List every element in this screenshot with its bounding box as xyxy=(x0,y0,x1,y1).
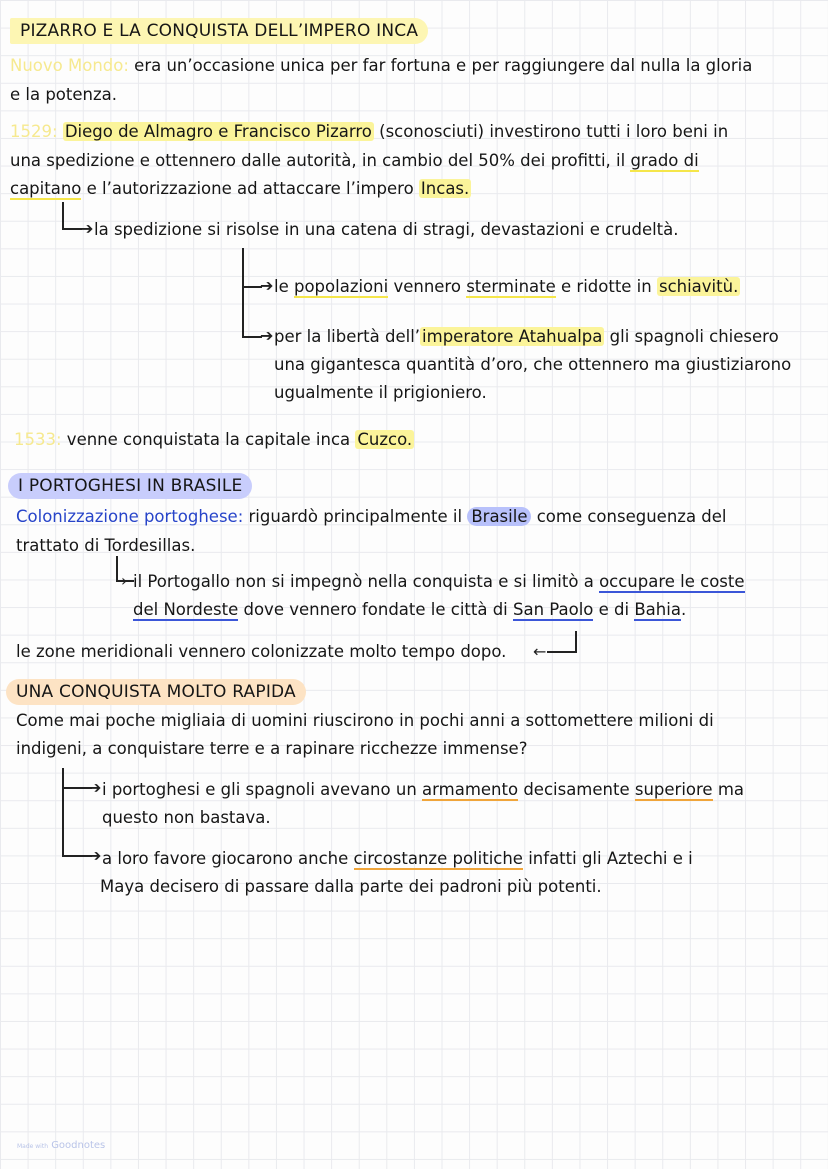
arrow-text-atahualpa-line3: ugualmente il prigioniero. xyxy=(274,383,487,402)
ul-superiore: superiore xyxy=(634,780,713,799)
hl-imperatore: imperatore Atahualpa xyxy=(422,327,603,346)
ul-circostanze: circostanze politiche xyxy=(353,849,523,868)
arrow-head-icon: ➔ xyxy=(88,846,102,865)
arrow-head-icon: ➔ xyxy=(88,778,102,797)
ul-nordeste: del Nordeste xyxy=(133,600,239,619)
label-colonizzazione: Colonizzazione portoghese: xyxy=(16,507,244,526)
arrow-connector-1 xyxy=(62,202,82,230)
ul-armamento: armamento xyxy=(422,780,519,799)
section-title-pizarro: PIZARRO E LA CONQUISTA DELL’IMPERO INCA xyxy=(10,18,428,44)
arrow-head-icon: ➔ xyxy=(260,326,274,345)
arrow-head-icon: › xyxy=(121,571,128,590)
hl-cuzco: Cuzco. xyxy=(357,430,413,449)
arrow-text-popolazioni: le popolazioni vennero sterminate e ridotte in schiavitù. xyxy=(274,277,739,296)
arrow-text-atahualpa: per la libertà dell’ imperatore Atahualpa gli spagnoli chiesero xyxy=(274,327,779,346)
hl-brasile: Brasile xyxy=(467,507,531,526)
ul-popolazioni: popolazioni xyxy=(293,277,389,296)
paragraph-question-line2: indigeni, a conquistare terre e a rapinare ricchezze immense? xyxy=(16,739,528,758)
arrow-head-left-icon: ← xyxy=(533,642,547,661)
paragraph-1529-line3: capitano e l’autorizzazione ad attaccare l’impero Incas. xyxy=(10,179,470,198)
ul-occupare: occupare le coste xyxy=(599,572,745,591)
arrow-text-spedizione: la spedizione si risolse in una catena di stragi, devastazioni e crudeltà. xyxy=(94,220,679,239)
arrow-text-portogallo: il Portogallo non si impegnò nella conquista e si limitò a occupare le coste xyxy=(133,572,745,591)
arrow-connector-3 xyxy=(242,286,262,338)
paragraph-1533: 1533: venne conquistata la capitale inca Cuzco. xyxy=(14,430,413,449)
paragraph-colonizzazione-line2: trattato di Tordesillas. xyxy=(16,536,196,555)
year-1533: 1533: xyxy=(14,430,62,449)
ul-grado: grado di xyxy=(630,151,699,170)
ul-san-paolo: San Paolo xyxy=(513,600,594,619)
paragraph-1529: 1529: Diego de Almagro e Francisco Pizarro (sconosciuti) investirono tutti i loro beni in xyxy=(10,122,729,141)
arrow-text-portogallo-line2: del Nordeste dove vennero fondate le città di San Paolo e di Bahia. xyxy=(133,600,687,619)
hl-schiavitu: schiavitù. xyxy=(658,277,739,296)
paragraph-nuovo-mondo: Nuovo Mondo: era un’occasione unica per far fortuna e per raggiungere dal nulla la gloria xyxy=(10,56,753,75)
arrow-head-icon: ➔ xyxy=(260,276,274,295)
paragraph-question: Come mai poche migliaia di uomini riuscirono in pochi anni a sottomettere milioni di xyxy=(16,711,714,730)
arrow-connector-5 xyxy=(547,631,577,653)
goodnotes-watermark: Made with Goodnotes xyxy=(17,1140,106,1151)
arrow-text-armamento-line2: questo non bastava. xyxy=(102,808,271,827)
arrow-connector-2 xyxy=(242,248,262,288)
year-1529: 1529: xyxy=(10,122,58,141)
paragraph-1529-line2: una spedizione e ottennero dalle autorità, in cambio del 50% dei profitti, il grado di xyxy=(10,151,699,170)
ul-capitano: capitano xyxy=(10,179,82,198)
label-nuovo-mondo: Nuovo Mondo: xyxy=(10,56,129,75)
ul-bahia: Bahia xyxy=(634,600,681,619)
arrow-head-icon: ➔ xyxy=(80,219,94,238)
section-title-portoghesi: I PORTOGHESI IN BRASILE xyxy=(8,473,252,499)
paragraph-colonizzazione: Colonizzazione portoghese: riguardò principalmente il Brasile come conseguenza del xyxy=(16,507,727,526)
paragraph-nuovo-mondo-cont: e la potenza. xyxy=(10,85,118,104)
paragraph-zone-meridionali: le zone meridionali vennero colonizzate molto tempo dopo. xyxy=(16,642,507,661)
arrow-text-circostanze: a loro favore giocarono anche circostanze politiche infatti gli Aztechi e i xyxy=(102,849,693,868)
arrow-text-circostanze-line2: Maya decisero di passare dalla parte dei padroni più potenti. xyxy=(100,877,602,896)
arrow-text-atahualpa-line2: una gigantesca quantità d’oro, che ottennero ma giustiziarono xyxy=(274,355,792,374)
arrow-text-armamento: i portoghesi e gli spagnoli avevano un armamento decisamente superiore ma xyxy=(102,780,745,799)
section-title-conquista-rapida: UNA CONQUISTA MOLTO RAPIDA xyxy=(6,679,306,705)
hl-almagro-pizarro: Diego de Almagro e Francisco Pizarro xyxy=(64,122,372,141)
arrow-connector-6 xyxy=(62,768,64,856)
ul-sterminate: sterminate xyxy=(466,277,556,296)
hl-incas: Incas. xyxy=(420,179,470,198)
